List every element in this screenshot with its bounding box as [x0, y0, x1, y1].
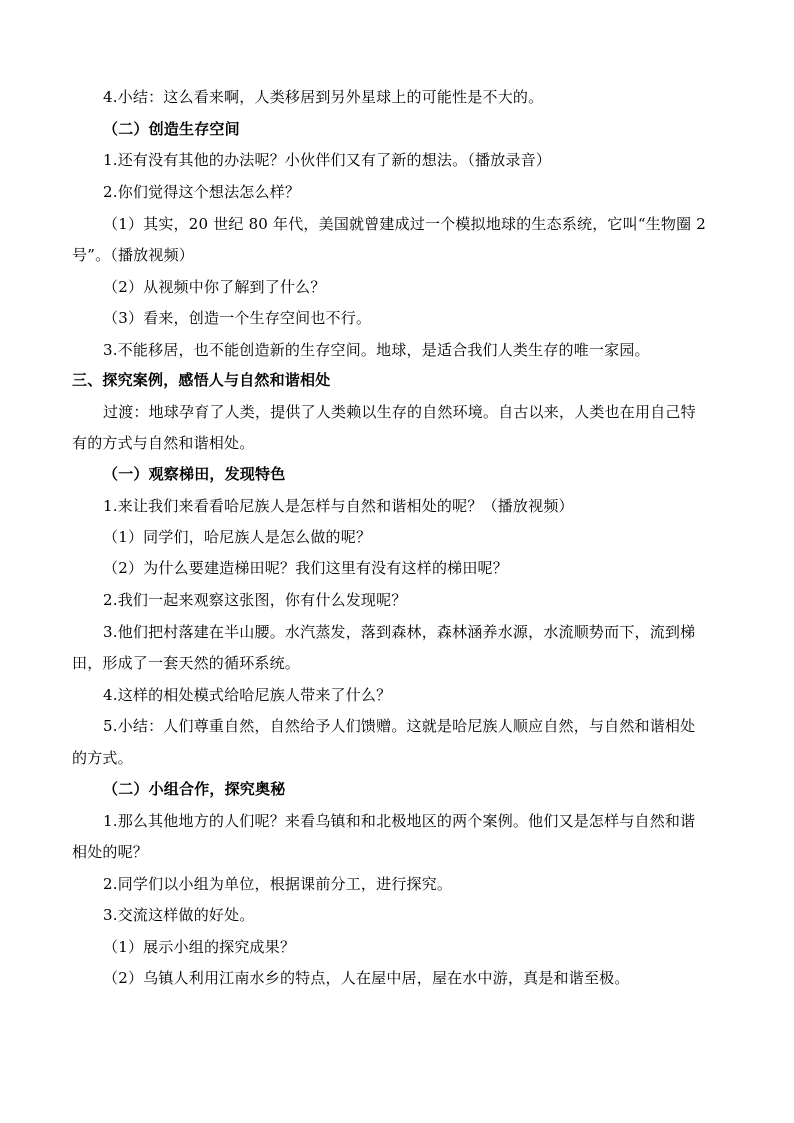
paragraph-line: （1）展示小组的探究成果？ [103, 938, 296, 956]
paragraph-line: 的方式。 [72, 749, 133, 767]
paragraph-line: 田，形成了一套天然的循环系统。 [72, 654, 301, 672]
paragraph-line: 号”。（播放视频） [72, 246, 194, 264]
paragraph-line: 3.交流这样做的好处。 [103, 906, 255, 924]
paragraph-line: （2）乌镇人利用江南水乡的特点，人在屋中居，屋在水中游，真是和谐至极。 [103, 969, 630, 987]
paragraph-line: 相处的呢？ [72, 843, 149, 861]
paragraph-line: （2）为什么要建造梯田呢？我们这里有没有这样的梯田呢？ [103, 559, 508, 577]
paragraph-line: 5.小结：人们尊重自然，自然给予人们馈赠。这就是哈尼族人顺应自然，与自然和谐相处 [103, 717, 696, 735]
paragraph-line: （2）从视频中你了解到了什么？ [103, 278, 326, 296]
paragraph-line: 4.小结：这么看来啊，人类移居到另外星球上的可能性是不大的。 [103, 88, 544, 106]
paragraph-line: （1）同学们，哈尼族人是怎么做的呢？ [103, 528, 372, 546]
paragraph-line: 2.我们一起来观察这张图，你有什么发现呢？ [103, 591, 407, 609]
paragraph-line: 2.你们觉得这个想法怎么样？ [103, 183, 301, 201]
section-heading: （二）小组合作，探究奥秘 [103, 780, 286, 798]
paragraph-line: 3.他们把村落建在半山腰。水汽蒸发，落到森林，森林涵养水源，水流顺势而下，流到梯 [103, 623, 696, 641]
paragraph-line: 4.这样的相处模式给哈尼族人带来了什么？ [103, 686, 392, 704]
section-heading: （二）创造生存空间 [103, 120, 240, 138]
paragraph-line: （1）其实，20 世纪 80 年代，美国就曾建成过一个模拟地球的生态系统，它叫“生物圈 2 [103, 215, 707, 233]
paragraph-line: 有的方式与自然和谐相处。 [72, 434, 255, 452]
section-heading: （一）观察梯田，发现特色 [103, 465, 286, 483]
paragraph-line: 1.来让我们来看看哈尼族人是怎样与自然和谐相处的呢？（播放视频） [103, 497, 574, 515]
paragraph-line: 2.同学们以小组为单位，根据课前分工，进行探究。 [103, 875, 453, 893]
paragraph-line: 过渡：地球孕育了人类，提供了人类赖以生存的自然环境。自古以来，人类也在用自己特 [103, 403, 696, 421]
paragraph-line: （3）看来，创造一个生存空间也不行。 [103, 309, 372, 327]
paragraph-line: 1.那么其他地方的人们呢？来看乌镇和和北极地区的两个案例。他们又是怎样与自然和谐 [103, 812, 696, 830]
paragraph-line: 1.还有没有其他的办法呢？小伙伴们又有了新的想法。（播放录音） [103, 151, 552, 169]
paragraph-line: 3.不能移居，也不能创造新的生存空间。地球，是适合我们人类生存的唯一家园。 [103, 341, 650, 359]
section-heading: 三、探究案例，感悟人与自然和谐相处 [72, 371, 331, 389]
